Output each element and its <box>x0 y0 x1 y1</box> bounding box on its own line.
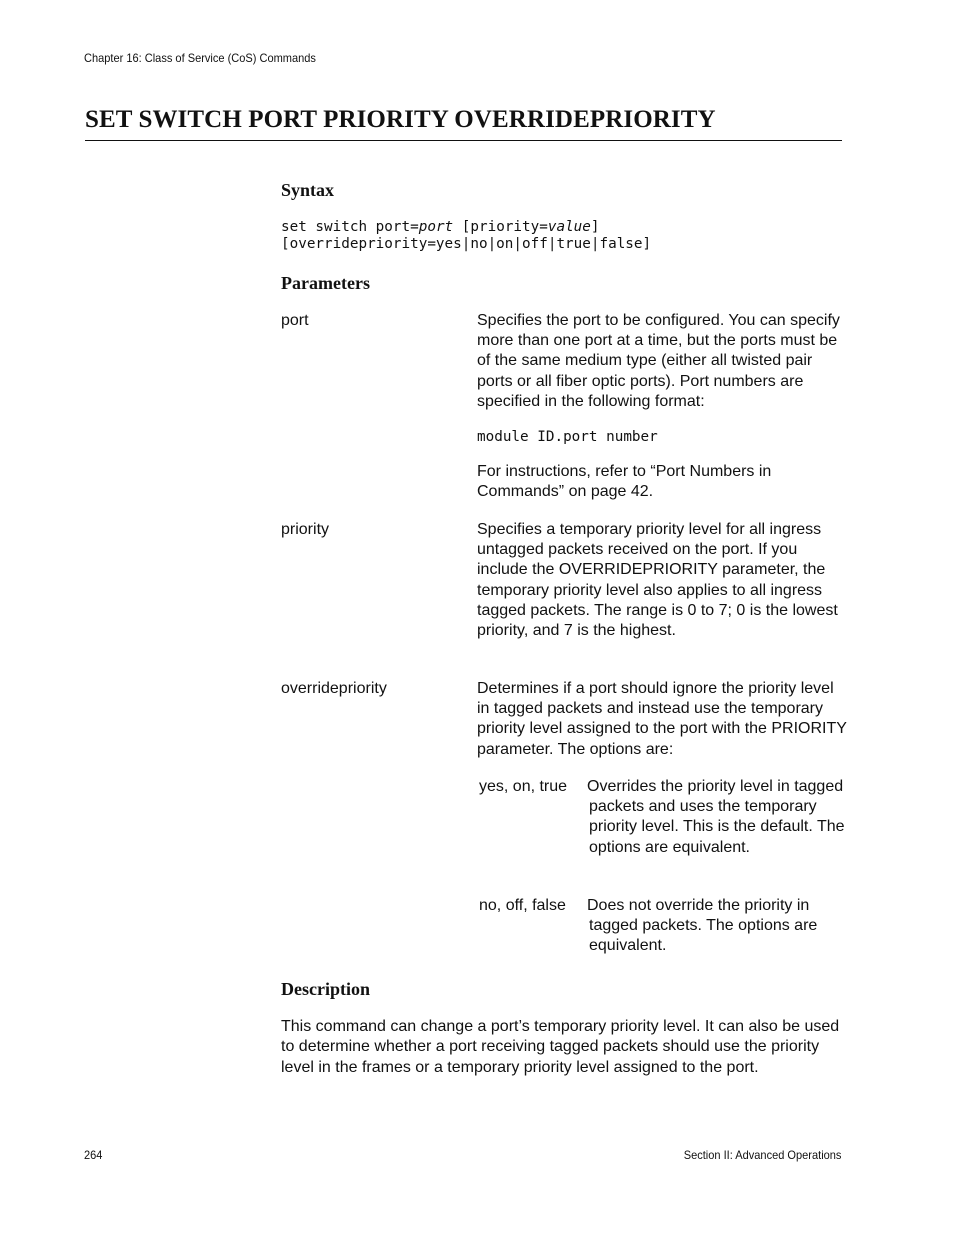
page-number: 264 <box>84 1148 103 1162</box>
param-desc-priority: Specifies a temporary priority level for all ingress untagged packets received on the port. If you include the OVERRIDEPRIORITY parameter, the temporary priority level also applies to all ingress tagged packets. The range is 0 to 7; 0 is the lowest priority, and 7 is the highest. <box>477 521 838 640</box>
title-rule <box>85 140 842 141</box>
description-text: This command can change a port’s temporary priority level. It can also be used to determine whether a port receiving tagged packets should use the priority level in the frames or a temporary priority level assigned to the port. <box>281 1018 840 1076</box>
param-desc-overridepriority: Determines if a port should ignore the priority level in tagged packets and instead use the temporary priority level assigned to the port with the PRIORITY parameter. The options are: <box>477 680 847 758</box>
syntax-line-2: [overridepriority=yes|no|on|off|true|false] <box>281 236 652 252</box>
parameters-heading: Parameters <box>281 273 370 293</box>
syntax-block <box>281 219 651 253</box>
syntax-text: ] <box>590 219 600 235</box>
port-format: module ID.port number <box>477 429 658 445</box>
option-name-no: no, off, false <box>479 897 566 914</box>
option-desc-yes: Overrides the priority level in tagged packets and uses the temporary priority level. This is the default. The options are equivalent. <box>587 778 845 856</box>
syntax-heading: Syntax <box>281 180 335 200</box>
description-heading: Description <box>281 979 370 999</box>
syntax-text: [priority= <box>453 219 548 235</box>
param-name-port: port <box>281 312 309 329</box>
syntax-port-placeholder: port <box>418 219 454 235</box>
syntax-text: set switch port= <box>281 219 419 235</box>
syntax-value-placeholder: value <box>547 219 591 235</box>
param-name-overridepriority: overridepriority <box>281 680 387 697</box>
option-name-yes: yes, on, true <box>479 778 568 795</box>
option-desc-no: Does not override the priority in tagged packets. The options are equivalent. <box>587 897 818 955</box>
running-header: Chapter 16: Class of Service (CoS) Commands <box>84 51 316 65</box>
port-reference: For instructions, refer to “Port Numbers in Commands” on page 42. <box>477 463 772 501</box>
param-name-priority: priority <box>281 521 330 538</box>
param-desc-port: Specifies the port to be configured. You can specify more than one port at a time, but the ports must be of the same medium type (either all twisted pair ports or all fiber optic ports). Port numbers are specified in the following format: <box>477 312 840 410</box>
running-footer: Section II: Advanced Operations <box>683 1148 841 1162</box>
page-title: SET SWITCH PORT PRIORITY OVERRIDEPRIORITY <box>85 106 716 133</box>
